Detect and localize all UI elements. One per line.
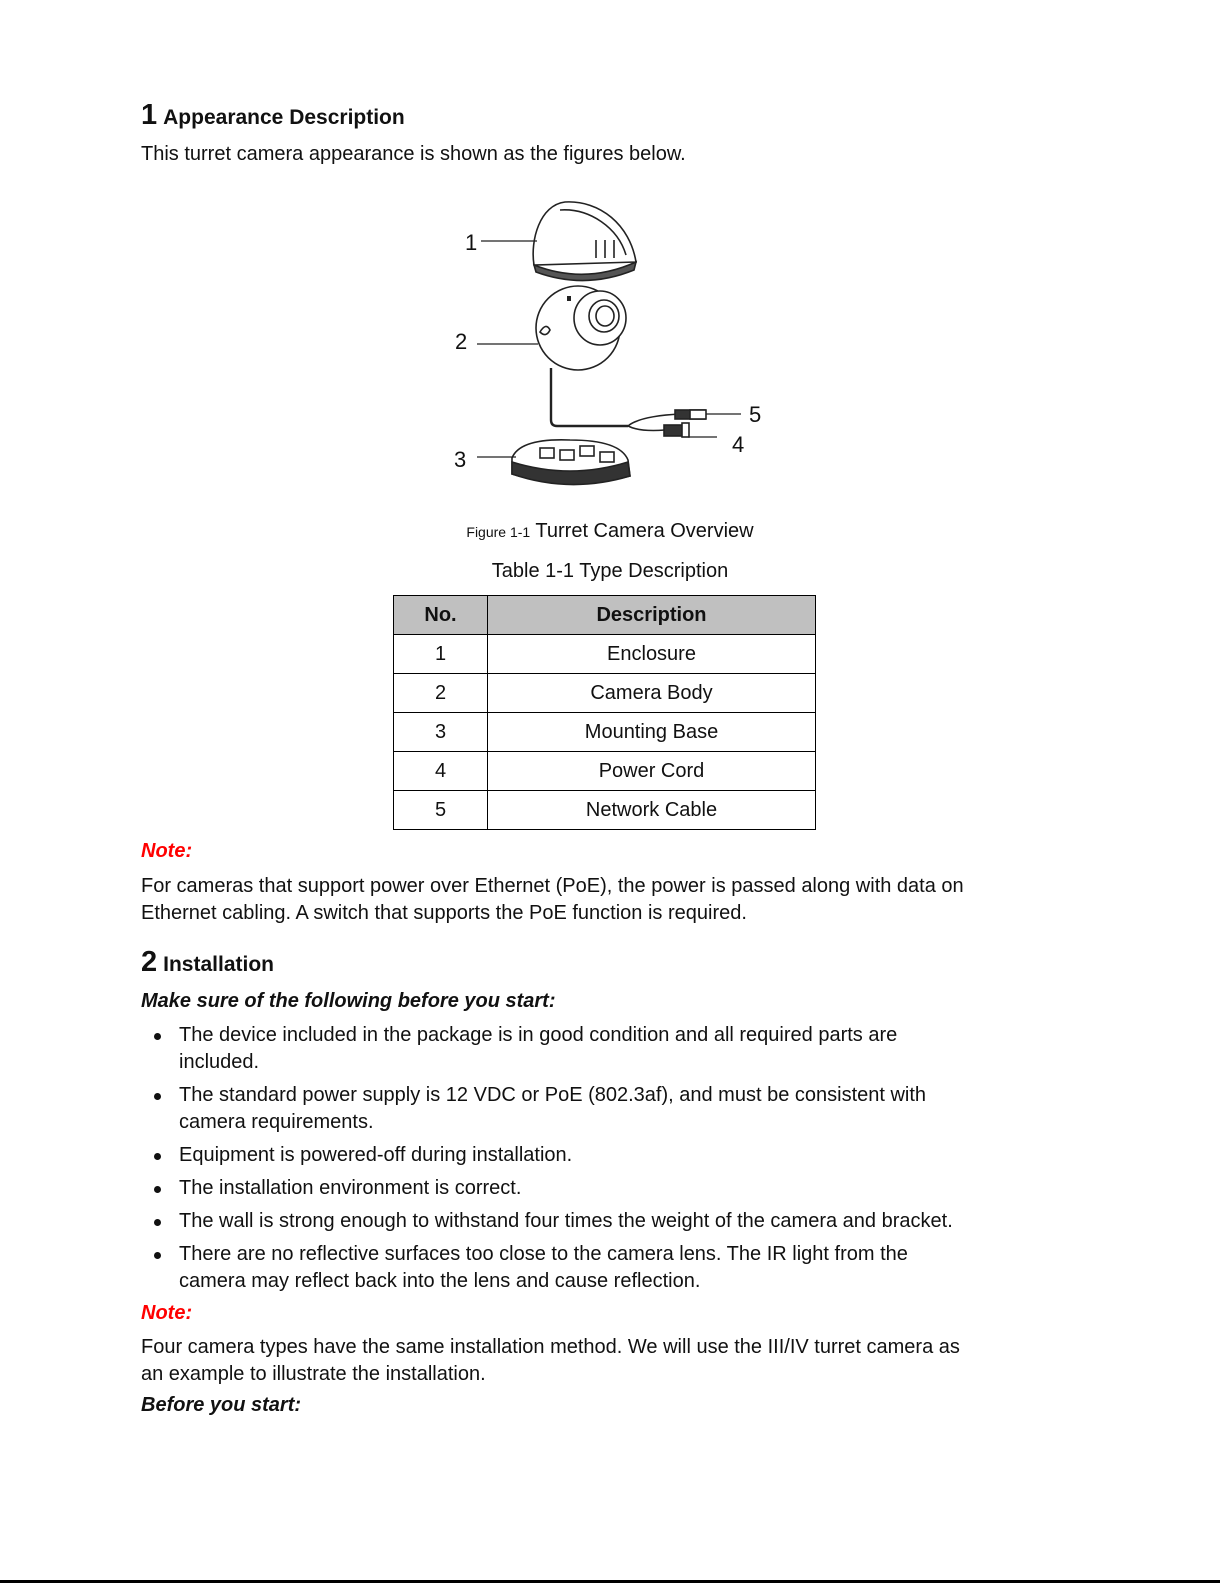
table-caption: Table 1-1 Type Description xyxy=(491,560,729,582)
list-item: The standard power supply is 12 VDC or PoE (802.3af), and must be consistent with camera requirements. xyxy=(141,1082,1081,1136)
callout-2: 2 xyxy=(455,329,468,354)
section-number: 1 xyxy=(141,99,158,131)
cell-no: 4 xyxy=(394,752,488,791)
table-row xyxy=(394,791,816,830)
camera-body-drawing xyxy=(536,286,626,370)
bullet-icon xyxy=(154,1219,161,1226)
section-title: Installation xyxy=(163,953,274,976)
column-header-description: Description xyxy=(488,596,816,635)
cell-description: Mounting Base xyxy=(488,713,816,752)
column-header-no: No. xyxy=(394,596,488,635)
list-item: The wall is strong enough to withstand four times the weight of the camera and bracket. xyxy=(141,1208,1081,1235)
list-item: The installation environment is correct. xyxy=(141,1175,1081,1202)
section-1-intro: This turret camera appearance is shown as the figures below. xyxy=(141,143,686,165)
section-title: Appearance Description xyxy=(163,106,405,129)
enclosure-drawing xyxy=(533,202,636,281)
bullet-icon xyxy=(154,1186,161,1193)
type-description-table xyxy=(393,595,816,830)
cell-no: 1 xyxy=(394,635,488,674)
section-1-heading xyxy=(141,99,405,132)
prerequisites-heading: Make sure of the following before you start: xyxy=(141,990,556,1012)
prerequisites-list xyxy=(141,1022,1081,1301)
list-item: The device included in the package is in good condition and all required parts are included. xyxy=(141,1022,1081,1076)
list-item: Equipment is powered-off during installation. xyxy=(141,1142,1081,1169)
table-row xyxy=(394,674,816,713)
before-you-start-heading: Before you start: xyxy=(141,1394,302,1416)
callout-4: 4 xyxy=(732,432,745,457)
bullet-icon xyxy=(154,1093,161,1100)
figure-caption-text: Turret Camera Overview xyxy=(535,520,754,542)
cell-no: 2 xyxy=(394,674,488,713)
table-header-row xyxy=(394,596,816,635)
note-label: Note: xyxy=(141,1302,193,1324)
note-1-line-2: Ethernet cabling. A switch that supports the PoE function is required. xyxy=(141,902,747,924)
bullet-icon xyxy=(154,1153,161,1160)
table-row xyxy=(394,713,816,752)
mounting-base-drawing xyxy=(512,440,630,485)
section-2-heading xyxy=(141,946,274,979)
section-number: 2 xyxy=(141,946,158,978)
cell-no: 5 xyxy=(394,791,488,830)
callout-1: 1 xyxy=(465,230,478,255)
callout-3: 3 xyxy=(454,447,467,472)
callout-5: 5 xyxy=(749,402,762,427)
note-2-line-2: an example to illustrate the installation. xyxy=(141,1363,486,1385)
figure-caption xyxy=(0,520,1220,543)
table-row xyxy=(394,635,816,674)
figure-caption-prefix: Figure 1-1 xyxy=(466,524,531,540)
cell-no: 3 xyxy=(394,713,488,752)
bullet-icon xyxy=(154,1033,161,1040)
list-item: There are no reflective surfaces too close to the camera lens. The IR light from the camera may reflect back into the lens and cause reflection. xyxy=(141,1241,1081,1295)
cell-description: Network Cable xyxy=(488,791,816,830)
cell-description: Enclosure xyxy=(488,635,816,674)
note-1-line-1: For cameras that support power over Ethernet (PoE), the power is passed along with data on xyxy=(141,875,964,897)
table-row xyxy=(394,752,816,791)
cell-description: Camera Body xyxy=(488,674,816,713)
turret-camera-figure xyxy=(440,195,780,505)
note-2-line-1: Four camera types have the same installation method. We will use the III/IV turret camera as xyxy=(141,1336,960,1358)
cell-description: Power Cord xyxy=(488,752,816,791)
bullet-icon xyxy=(154,1252,161,1259)
note-label: Note: xyxy=(141,840,193,862)
